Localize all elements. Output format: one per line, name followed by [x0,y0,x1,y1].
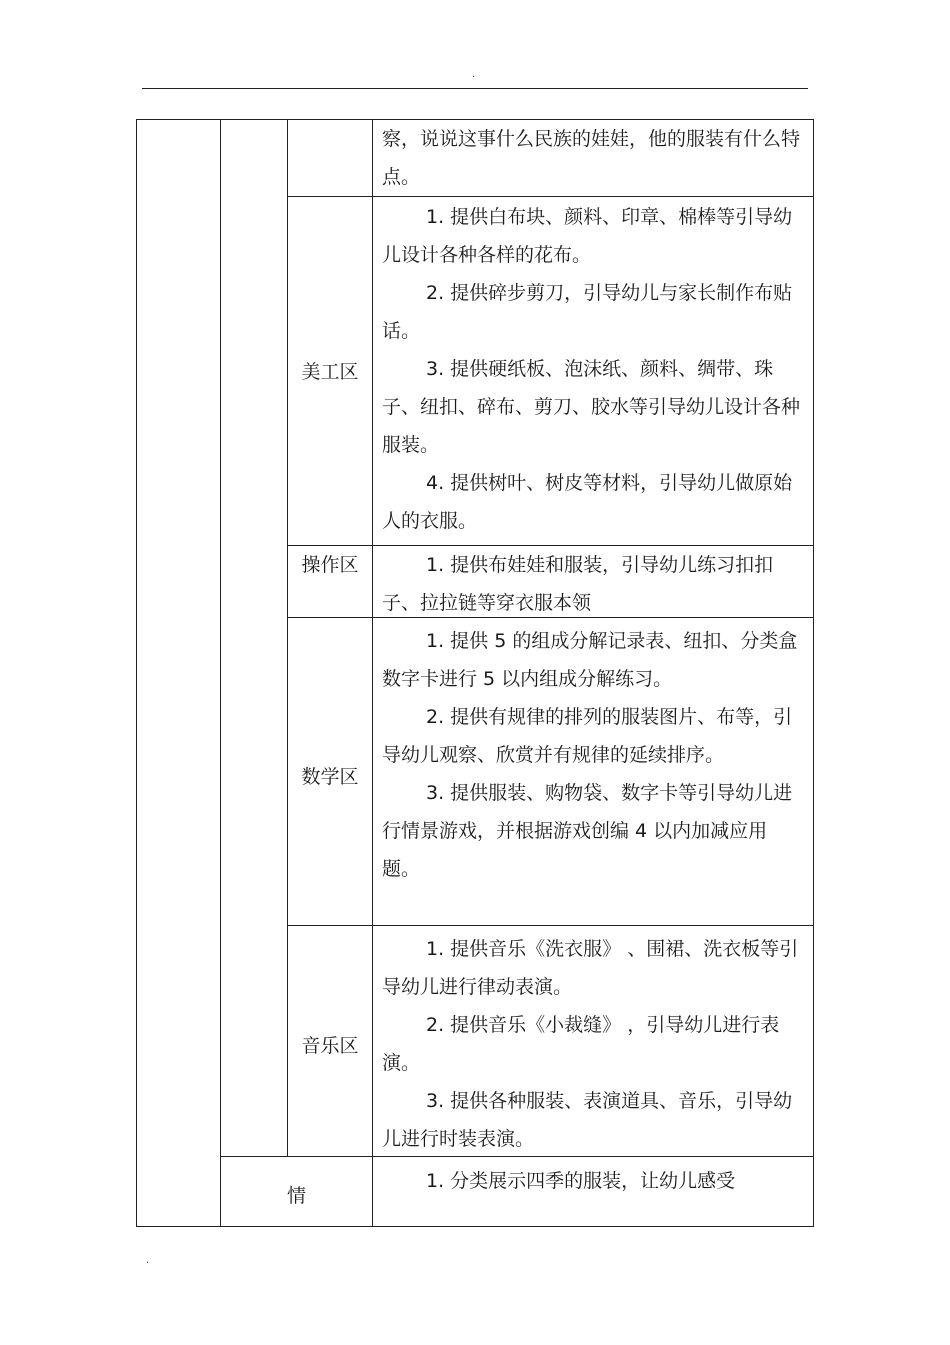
header-dot: . [472,69,476,80]
content-line: 4. 提供树叶、树皮等材料，引导幼儿做原始人的衣服。 [382,472,793,532]
area-label-operation: 操作区 [301,554,359,576]
content-cell [373,120,813,196]
table-right-border [813,119,814,1226]
area-label-emotion: 情 [286,1185,306,1207]
content-line: 2. 提供有规律的排列的服装图片、布等，引导幼儿观察、欣赏并有规律的延续排序。 [382,706,793,766]
area-label-art: 美工区 [301,361,359,383]
area-label-math: 数学区 [301,766,359,788]
content-cell [373,622,813,888]
content-line: 3. 提供服装、购物袋、数字卡等引导幼儿进行情景游戏，并根据游戏创编 4 以内加减应用题。 [382,782,793,880]
area-label-music: 音乐区 [301,1035,359,1057]
content-line: 1. 提供白布块、颜料、印章、棉棒等引导幼儿设计各种各样的花布。 [382,206,793,266]
content-line: 2. 提供音乐《小裁缝》 ，引导幼儿进行表演。 [382,1014,780,1074]
column-divider [220,119,221,1226]
content-line: 1. 提供音乐《洗衣服》 、围裙、洗衣板等引导幼儿进行律动表演。 [382,938,799,998]
content-line: 1. 分类展示四季的服装，让幼儿感受 [426,1170,736,1192]
content-line: 2. 提供碎步剪刀，引导幼儿与家长制作布贴话。 [382,282,793,342]
column-divider [136,119,137,1226]
table-bottom-border [136,1226,814,1227]
content-line: 1. 提供布娃娃和服装，引导幼儿练习扣扣子、拉拉链等穿衣服本领 [382,554,774,614]
footer-dot: . [146,1255,150,1266]
row-divider [287,196,814,197]
row-divider [287,925,814,926]
content-cell [373,1162,813,1200]
content-cell [373,198,813,540]
content-line: 1. 提供 5 的组成分解记录表、纽扣、分类盒数字卡进行 5 以内组成分解练习。 [382,630,798,690]
content-cell [373,546,813,622]
content-line: 3. 提供各种服装、表演道具、音乐，引导幼儿进行时装表演。 [382,1090,793,1150]
content-cell [373,930,813,1158]
content-line: 3. 提供硬纸板、泡沫纸、颜料、绸带、珠子、纽扣、碎布、剪刀、胶水等引导幼儿设计各种服装。 [382,358,801,456]
column-divider [287,119,288,1156]
content-line: 察，说说这事什么民族的娃娃，他的服装有什么特点。 [382,128,801,188]
